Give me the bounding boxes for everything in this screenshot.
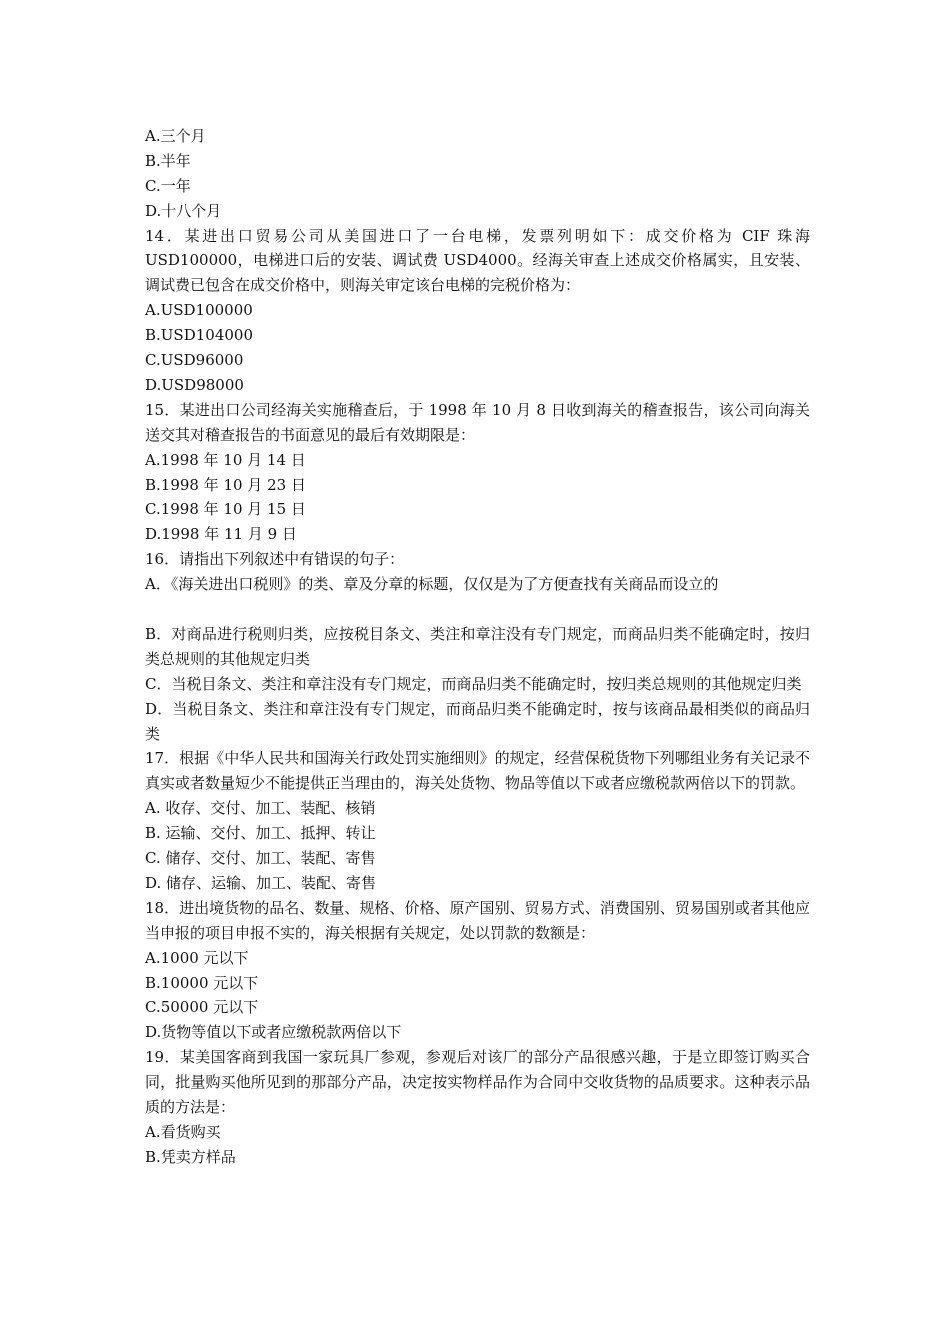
q18-option-d: D.货物等值以下或者应缴税款两倍以下 (145, 1023, 402, 1042)
q18-option-c: C.50000 元以下 (145, 998, 259, 1017)
q14-stem: 14．某进出口贸易公司从美国进口了一台电梯，发票列明如下：成交价格为 CIF 珠海 USD100000，电梯进口后的安装、调试费 USD4000。经海关审查上述成交价格属实，且安装、调试费已包含在成交价格中，则海关审定该台电梯的完税价格为： (145, 226, 810, 295)
q15-option-b: B.1998 年 10 月 23 日 (145, 475, 306, 494)
q13-option-d: D.十八个月 (145, 201, 222, 220)
q18-stem: 18．进出境货物的品名、数量、规格、价格、原产国别、贸易方式、消费国别、贸易国别或者其他应当申报的项目申报不实的，海关根据有关规定，处以罚款的数额是： (145, 898, 810, 942)
q19-option-b: B.凭卖方样品 (145, 1147, 236, 1166)
q17-option-a: A. 收存、交付、加工、装配、核销 (145, 799, 376, 818)
q13-option-a: A.三个月 (145, 127, 206, 145)
blank-line (145, 597, 810, 622)
q14-option-b: B.USD104000 (145, 326, 253, 345)
document-page (145, 124, 810, 1170)
q15-stem: 15．某进出口公司经海关实施稽查后，于 1998 年 10 月 8 日收到海关的稽查报告，该公司向海关送交其对稽查报告的书面意见的最后有效期限是： (145, 400, 810, 444)
q15-option-c: C.1998 年 10 月 15 日 (145, 500, 306, 519)
q13-option-c: C.一年 (145, 176, 191, 195)
q16-option-b: B．对商品进行税则归类，应按税目条文、类注和章注没有专门规定，而商品归类不能确定时，按归类总规则的其他规定归类 (145, 624, 810, 668)
q16-stem: 16．请指出下列叙述中有错误的句子： (145, 550, 405, 569)
q17-option-d: D. 储存、运输、加工、装配、寄售 (145, 873, 377, 892)
q14-option-a: A.USD100000 (145, 301, 253, 320)
q18-option-a: A.1000 元以下 (145, 948, 249, 967)
q19-option-a: A.看货购买 (145, 1122, 221, 1141)
q17-option-c: C. 储存、交付、加工、装配、寄售 (145, 849, 376, 868)
q18-option-b: B.10000 元以下 (145, 973, 259, 992)
q16-option-a: A．《海关进出口税则》的类、章及分章的标题，仅仅是为了方便查找有关商品而设立的 (145, 575, 719, 594)
q14-option-d: D.USD98000 (145, 375, 244, 394)
q19-stem: 19．某美国客商到我国一家玩具厂参观，参观后对该厂的部分产品很感兴趣，于是立即签订购买合同，批量购买他所见到的那部分产品，决定按实物样品作为合同中交收货物的品质要求。这种表示品质的方法是： (145, 1048, 810, 1116)
q15-option-d: D.1998 年 11 月 9 日 (145, 525, 297, 544)
q13-option-b: B.半年 (145, 151, 191, 170)
q14-option-c: C.USD96000 (145, 351, 244, 370)
q17-stem: 17．根据《中华人民共和国海关行政处罚实施细则》的规定，经营保税货物下列哪组业务有关记录不真实或者数量短少不能提供正当理由的，海关处货物、物品等值以下或者应缴税款两倍以下的罚款。 (145, 749, 810, 793)
q17-option-b: B. 运输、交付、加工、抵押、转让 (145, 824, 376, 843)
q15-option-a: A.1998 年 10 月 14 日 (145, 450, 306, 469)
q16-option-d: D．当税目条文、类注和章注没有专门规定，而商品归类不能确定时，按与该商品最相类似的商品归类 (145, 699, 810, 743)
q16-option-c: C．当税目条文、类注和章注没有专门规定，而商品归类不能确定时，按归类总规则的其他规定归类 (145, 674, 802, 693)
